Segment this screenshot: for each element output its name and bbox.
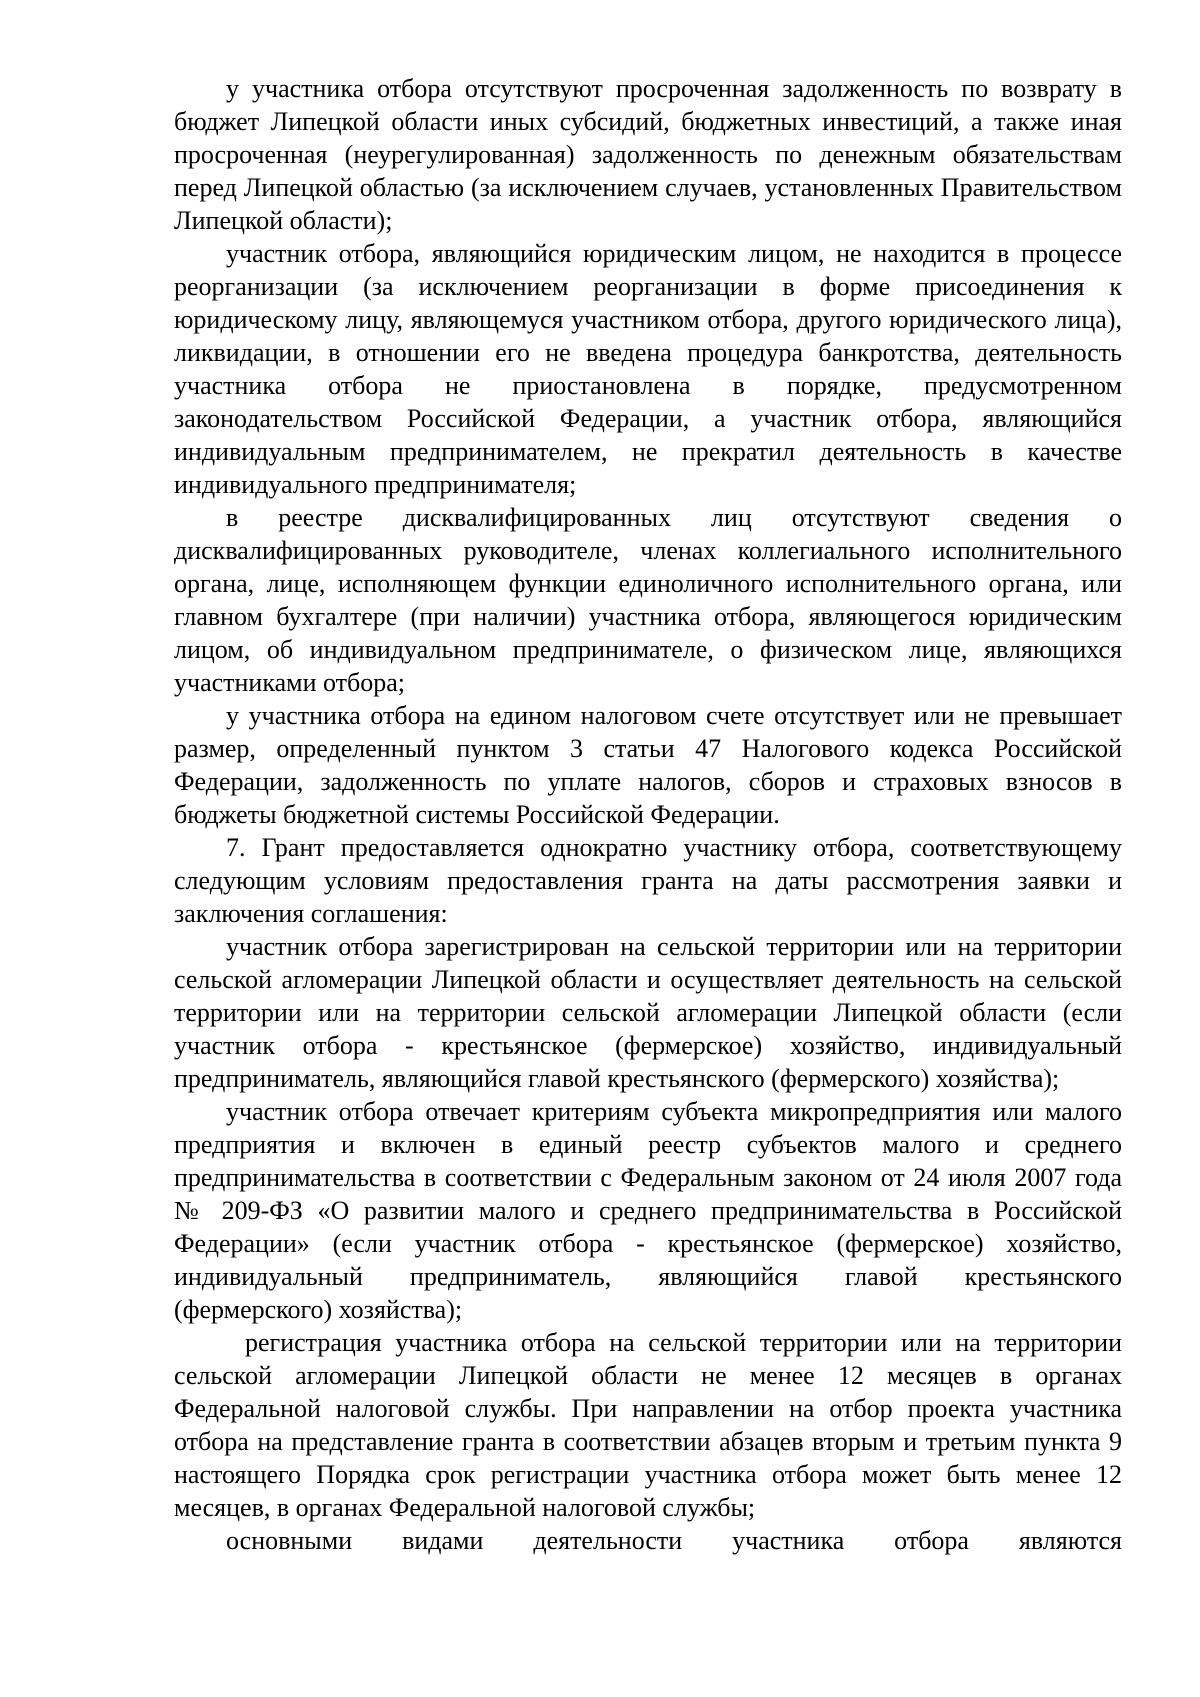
paragraph-disqualified-registry: в реестре дисквалифицированных лиц отсутствуют сведения о дисквалифицированных руководителе, членах коллегиального исполнительного органа, лице, исполняющем функции единоличного исполнительного органа, или главном бухгалтере (при наличии) участника отбора, являющегося юридическим лицом, об индивидуальном предпринимателе, о физическом лице, являющихся участниками отбора;: [174, 503, 1122, 697]
paragraph-grant-conditions: 7. Грант предоставляется однократно участнику отбора, соответствующему следующим условиям предоставления гранта на даты рассмотрения заявки и заключения соглашения:: [174, 833, 1122, 928]
paragraph-small-enterprise: участник отбора отвечает критериям субъекта микропредприятия или малого предприятия и включен в единый реестр субъектов малого и среднего предпринимательства в соответствии с Федеральным законом от 24 июля 2007 года № 209-ФЗ «О развитии малого и среднего предпринимательства в Российской Федерации» (если участник отбора - крестьянское (фермерское) хозяйство, индивидуальный предприниматель, являющийся главой крестьянского (фермерского) хозяйства);: [174, 1097, 1122, 1324]
paragraph-main-activities: основными видами деятельности участника отбора являются: [226, 1526, 1122, 1555]
paragraph-registration-period: регистрация участника отбора на сельской территории или на территории сельской агломерации Липецкой области не менее 12 месяцев в органах Федеральной налоговой службы. При направлении на отбор проекта участника отбора на представление гранта в соответствии абзацев вторым и третьим пункта 9 настоящего Порядка срок регистрации участника отбора может быть менее 12 месяцев, в органах Федеральной налоговой службы;: [174, 1328, 1122, 1522]
paragraph-rural-registration: участник отбора зарегистрирован на сельской территории или на территории сельской агломерации Липецкой области и осуществляет деятельность на сельской территории или на территории сельской агломерации Липецкой области (если участник отбора - крестьянское (фермерское) хозяйство, индивидуальный предприниматель, являющийся главой крестьянского (фермерского) хозяйства);: [174, 932, 1122, 1093]
paragraph-tax-account: у участника отбора на едином налоговом счете отсутствует или не превышает размер, определенный пунктом 3 статьи 47 Налогового кодекса Российской Федерации, задолженность по уплате налогов, сборов и страховых взносов в бюджеты бюджетной системы Российской Федерации.: [174, 701, 1122, 829]
paragraph-no-reorganization: участник отбора, являющийся юридическим лицом, не находится в процессе реорганизации (за исключением реорганизации в форме присоединения к юридическому лицу, являющемуся участником отбора, другого юридического лица), ликвидации, в отношении его не введена процедура банкротства, деятельность участника отбора не приостановлена в порядке, предусмотренном законодательством Российской Федерации, а участник отбора, являющийся индивидуальным предпринимателем, не прекратил деятельность в качестве индивидуального предпринимателя;: [174, 239, 1122, 499]
document-body: [174, 72, 1122, 1557]
paragraph-no-debt: у участника отбора отсутствуют просроченная задолженность по возврату в бюджет Липецкой области иных субсидий, бюджетных инвестиций, а также иная просроченная (неурегулированная) задолженность по денежным обязательствам перед Липецкой областью (за исключением случаев, установленных Правительством Липецкой области);: [174, 74, 1122, 235]
